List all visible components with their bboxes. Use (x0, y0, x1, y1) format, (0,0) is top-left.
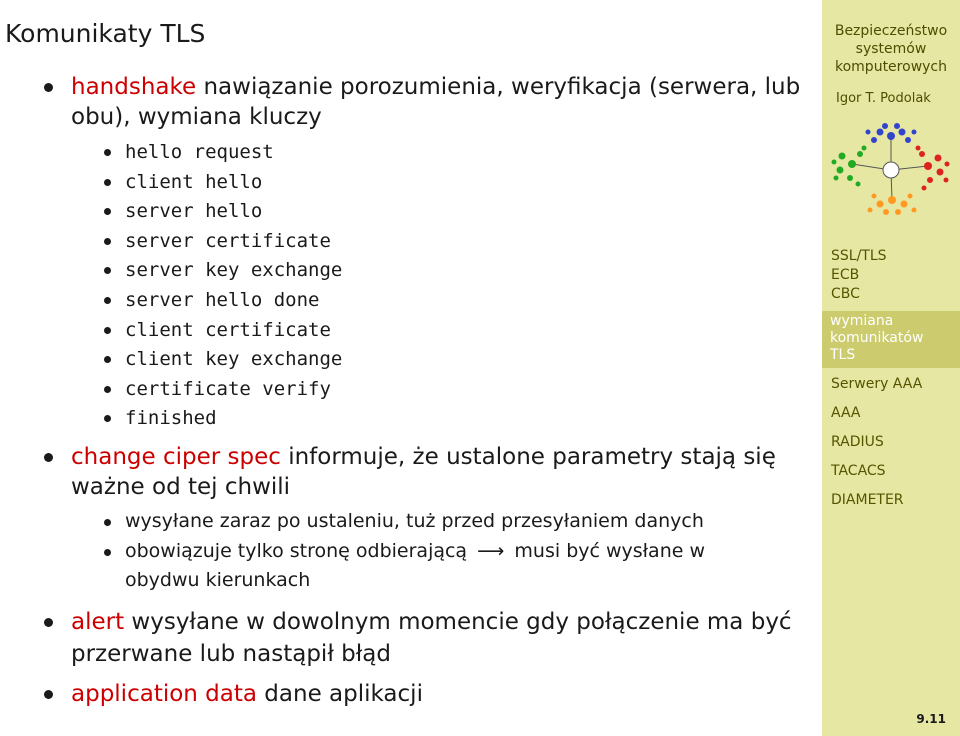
active-item-line: TLS (830, 347, 856, 363)
change-cipher-spec-description: informuje, że ustalone parametry stają się (280, 444, 776, 470)
sub-2-pre: obowiązuje tylko stronę odbierającą (125, 540, 468, 562)
course-title-line: systemów (855, 41, 927, 57)
bullet (104, 149, 111, 156)
bullet (104, 297, 111, 304)
message-name: server certificate (125, 229, 331, 252)
change-cipher-spec-sub-2-line-2: obydwu kierunkach (125, 569, 311, 591)
message-name: finished (125, 407, 217, 430)
bullet (104, 356, 111, 363)
bullet (104, 267, 111, 274)
message-name: client hello (125, 170, 263, 193)
list-item (125, 286, 342, 316)
bullet (104, 208, 111, 215)
application-data-keyword: application data (71, 681, 257, 707)
message-name: hello request (125, 141, 274, 163)
list-item (125, 138, 342, 168)
sidebar-author: Igor T. Podolak (836, 91, 931, 106)
bullet-alert (44, 618, 53, 627)
handshake-message-list (125, 138, 342, 434)
sidebar-item-ssl-tls[interactable]: SSL/TLS (831, 248, 887, 264)
bullet (104, 386, 111, 393)
sidebar-course-title (822, 22, 960, 76)
bullet-application-data (44, 690, 53, 699)
list-item (125, 316, 342, 346)
sidebar-item-diameter[interactable]: DIAMETER (831, 492, 904, 508)
active-item-line: wymiana (830, 313, 894, 329)
sub-2-post: musi być wysłane w (514, 540, 706, 562)
sidebar-item-aaa[interactable]: AAA (831, 405, 861, 421)
page-number: 9.11 (916, 712, 946, 726)
sidebar-item-tacacs[interactable]: TACACS (831, 463, 886, 479)
frame-title: Komunikaty TLS (5, 19, 206, 48)
list-item (125, 404, 342, 434)
sidebar-item-serwery-aaa[interactable]: Serwery AAA (831, 376, 923, 392)
list-item (125, 168, 342, 198)
bullet-sub-2 (104, 549, 111, 556)
application-data-description: dane aplikacji (257, 681, 423, 707)
long-right-arrow-icon: ⟶ (477, 540, 505, 562)
sidebar-item-cbc[interactable]: CBC (831, 286, 860, 302)
sidebar-item-ecb[interactable]: ECB (831, 267, 860, 283)
message-name: client key exchange (125, 348, 343, 371)
bullet (104, 179, 111, 186)
alert-line-1 (71, 607, 792, 637)
list-item (125, 227, 342, 257)
sidebar-item-radius[interactable]: RADIUS (831, 434, 884, 450)
change-cipher-spec-sub-2 (125, 537, 705, 567)
list-item (125, 256, 342, 286)
molecule-tree-logo-icon (830, 122, 952, 218)
bullet (104, 327, 111, 334)
alert-line-2: przerwane lub nastąpił błąd (71, 641, 391, 667)
message-name: server key exchange (125, 259, 343, 282)
bullet-change-cipher-spec (44, 453, 53, 462)
bullet (104, 415, 111, 422)
message-name: certificate verify (125, 377, 331, 400)
list-item (125, 345, 342, 375)
handshake-description: nawiązanie porozumienia, weryfikacja (serwera, lub (196, 74, 801, 100)
active-item-line: komunikatów (830, 330, 924, 346)
bullet (104, 238, 111, 245)
change-cipher-spec-line-1 (71, 442, 776, 472)
bullet-handshake (44, 83, 53, 92)
sidebar (822, 0, 960, 736)
sidebar-item-wymiana-komunikatow-tls[interactable] (830, 313, 923, 364)
change-cipher-spec-sub-1: wysyłane zaraz po ustaleniu, tuż przed przesyłaniem danych (125, 510, 704, 532)
alert-keyword: alert (71, 609, 125, 635)
course-title-line: komputerowych (835, 59, 947, 75)
change-cipher-spec-keyword: change ciper spec (71, 444, 281, 470)
handshake-line-1 (71, 72, 800, 102)
alert-description: wysyłane w dowolnym momencie gdy połączenie ma być (124, 609, 792, 635)
course-title-line: Bezpieczeństwo (834, 23, 948, 39)
handshake-keyword: handshake (71, 74, 197, 100)
message-name: server hello done (125, 288, 320, 311)
application-data-line (71, 679, 423, 709)
message-name: server hello (125, 200, 263, 223)
list-item (125, 197, 342, 227)
bullet-sub-1 (104, 519, 111, 526)
message-name: client certificate (125, 318, 331, 341)
list-item (125, 375, 342, 405)
change-cipher-spec-line-2: ważne od tej chwili (71, 474, 291, 500)
handshake-line-2: obu), wymiana kluczy (71, 104, 322, 130)
